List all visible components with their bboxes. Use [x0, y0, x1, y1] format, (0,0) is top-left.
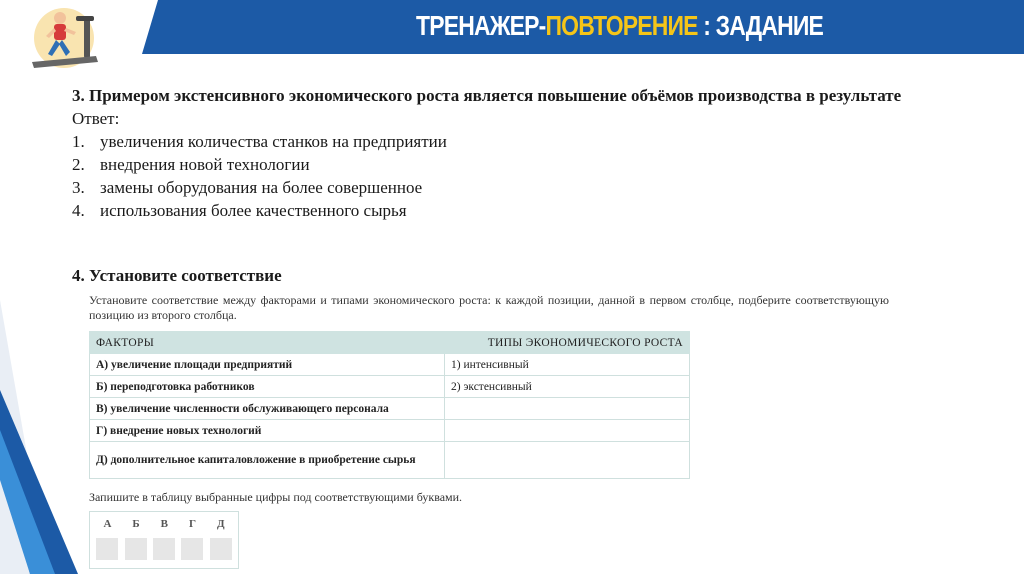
option-number: 4. [72, 201, 85, 220]
type-cell: 1) интенсивный [445, 354, 690, 376]
question-3-title: 3. Примером экстенсивного экономического роста является повышение объёмов производства в результате [72, 86, 902, 105]
answer-input-cell[interactable] [153, 538, 175, 560]
option-number: 3. [72, 178, 85, 197]
answer-letter: В [160, 518, 168, 530]
option-text: замены оборудования на более совершенное [100, 178, 423, 197]
answer-letter: Б [132, 518, 140, 530]
answer-letter: А [103, 518, 112, 530]
question-4-instruction: Установите соответствие между факторами и типами экономического роста: к каждой позиции, данной в первом столбце, подберите соответствующую позицию из второго столбца. [89, 293, 889, 322]
option-text: внедрения новой технологии [100, 155, 310, 174]
type-cell [445, 442, 690, 479]
matching-table [89, 331, 690, 479]
treadmill-runner-icon [26, 4, 110, 74]
answer-letter: Д [216, 518, 225, 530]
option-text: увеличения количества станков на предприятии [100, 132, 447, 151]
type-cell: 2) экстенсивный [445, 376, 690, 398]
column-header-factors: ФАКТОРЫ [90, 332, 445, 354]
factor-cell: А) увеличение площади предприятий [90, 354, 445, 376]
write-instruction: Запишите в таблицу выбранные цифры под соответствующими буквами. [89, 490, 463, 504]
answer-input-cell[interactable] [96, 538, 118, 560]
answer-grid [89, 511, 239, 569]
answer-input-cell[interactable] [210, 538, 232, 560]
title-part1: ТРЕНАЖЕР- [416, 10, 546, 41]
option-number: 2. [72, 155, 85, 174]
factor-cell: В) увеличение численности обслуживающего персонала [90, 398, 445, 420]
title-highlight: ПОВТОРЕНИЕ [545, 10, 698, 41]
answer-label: Ответ: [72, 109, 120, 128]
page-title [416, 8, 823, 44]
option-item[interactable] [72, 199, 932, 222]
option-item[interactable] [72, 153, 932, 176]
answer-cells-row [90, 530, 238, 560]
title-part2: : ЗАДАНИЕ [697, 10, 824, 41]
factor-cell: Г) внедрение новых технологий [90, 420, 445, 442]
option-item[interactable] [72, 130, 932, 153]
question-4-title: 4. Установите соответствие [72, 266, 282, 285]
column-header-types: ТИПЫ ЭКОНОМИЧЕСКОГО РОСТА [445, 332, 690, 354]
table-row [90, 354, 690, 376]
table-row [90, 376, 690, 398]
factor-cell: Б) переподготовка работников [90, 376, 445, 398]
factor-cell: Д) дополнительное капиталовложение в приобретение сырья [90, 442, 445, 479]
type-cell [445, 420, 690, 442]
answer-letters-row [90, 512, 238, 530]
table-header-row [90, 332, 690, 354]
table-row [90, 442, 690, 479]
question-3-options [72, 130, 932, 222]
option-number: 1. [72, 132, 85, 151]
table-row [90, 420, 690, 442]
answer-letter: Г [188, 518, 196, 530]
answer-input-cell[interactable] [181, 538, 203, 560]
option-text: использования более качественного сырья [100, 201, 407, 220]
type-cell [445, 398, 690, 420]
question-3 [72, 84, 932, 222]
table-row [90, 398, 690, 420]
option-item[interactable] [72, 176, 932, 199]
answer-input-cell[interactable] [125, 538, 147, 560]
